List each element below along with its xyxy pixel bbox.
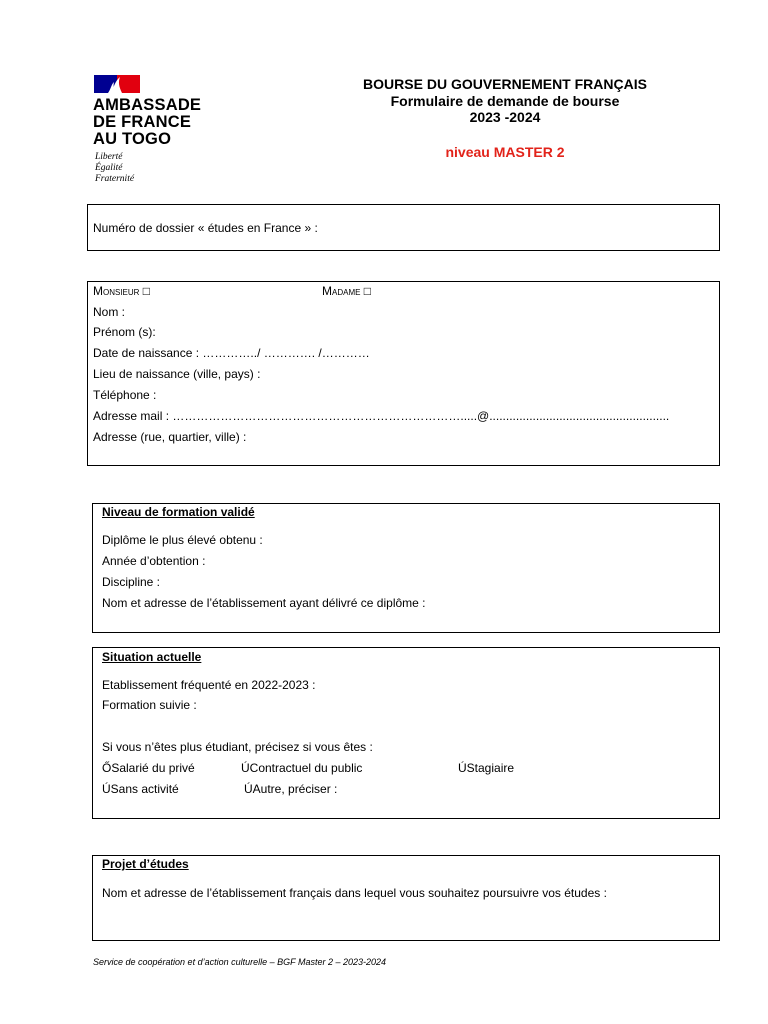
monsieur-checkbox[interactable]: Monsieur □	[93, 284, 151, 298]
logo-line-3: AU TOGO	[93, 130, 172, 148]
form-level: niveau MASTER 2	[445, 144, 565, 160]
diplome-field[interactable]: Diplôme le plus élevé obtenu :	[102, 533, 263, 547]
option-salarie[interactable]: ŐSalarié du privé	[102, 761, 195, 775]
email-field[interactable]: Adresse mail : ……………………………………………………………….....@......................................................	[93, 409, 670, 423]
option-contractuel[interactable]: ÚContractuel du public	[241, 761, 363, 775]
motto-liberte: Liberté	[95, 152, 123, 162]
discipline-field[interactable]: Discipline :	[102, 575, 161, 589]
logo-line-2: DE FRANCE	[93, 113, 192, 131]
address-field[interactable]: Adresse (rue, quartier, ville) :	[93, 430, 247, 444]
prenom-field[interactable]: Prénom (s):	[93, 325, 156, 339]
nom-field[interactable]: Nom :	[93, 305, 126, 319]
current-institution-field[interactable]: Etablissement fréquenté en 2022-2023 :	[102, 678, 316, 692]
option-stagiaire[interactable]: ÚStagiaire	[458, 761, 515, 775]
logo-line-1: AMBASSADE	[93, 96, 202, 114]
formation-box	[92, 503, 720, 633]
motto-egalite: Égalité	[95, 163, 123, 173]
situation-section-title: Situation actuelle	[102, 650, 202, 664]
marianne-flag-icon	[94, 75, 140, 93]
form-subtitle: Formulaire de demande de bourse	[390, 93, 620, 109]
status-question: Si vous n’êtes plus étudiant, précisez si vous êtes :	[102, 740, 373, 754]
phone-field[interactable]: Téléphone :	[93, 388, 157, 402]
option-sans-activite[interactable]: ÚSans activité	[102, 782, 179, 796]
motto-fraternite: Fraternité	[95, 174, 135, 184]
formation-section-title: Niveau de formation validé	[102, 505, 255, 519]
situation-box	[92, 647, 720, 819]
page-footer: Service de coopération et d’action culturelle – BGF Master 2 – 2023-2024	[93, 957, 387, 967]
option-autre[interactable]: ÚAutre, préciser :	[244, 782, 338, 796]
birthdate-field[interactable]: Date de naissance : …………../ …………. /…………	[93, 346, 370, 360]
birthplace-field[interactable]: Lieu de naissance (ville, pays) :	[93, 367, 261, 381]
form-year: 2023 -2024	[469, 109, 541, 125]
diploma-institution-field[interactable]: Nom et adresse de l’établissement ayant délivré ce diplôme :	[102, 596, 426, 610]
dossier-number-label: Numéro de dossier « études en France » :	[93, 221, 318, 235]
current-training-field[interactable]: Formation suivie :	[102, 698, 197, 712]
madame-checkbox[interactable]: Madame □	[322, 284, 372, 298]
target-institution-field[interactable]: Nom et adresse de l’établissement français dans lequel vous souhaitez poursuivre vos études :	[102, 886, 607, 900]
projet-section-title: Projet d’études	[102, 857, 189, 871]
annee-field[interactable]: Année d’obtention :	[102, 554, 206, 568]
form-title: BOURSE DU GOUVERNEMENT FRANÇAIS	[363, 76, 647, 92]
